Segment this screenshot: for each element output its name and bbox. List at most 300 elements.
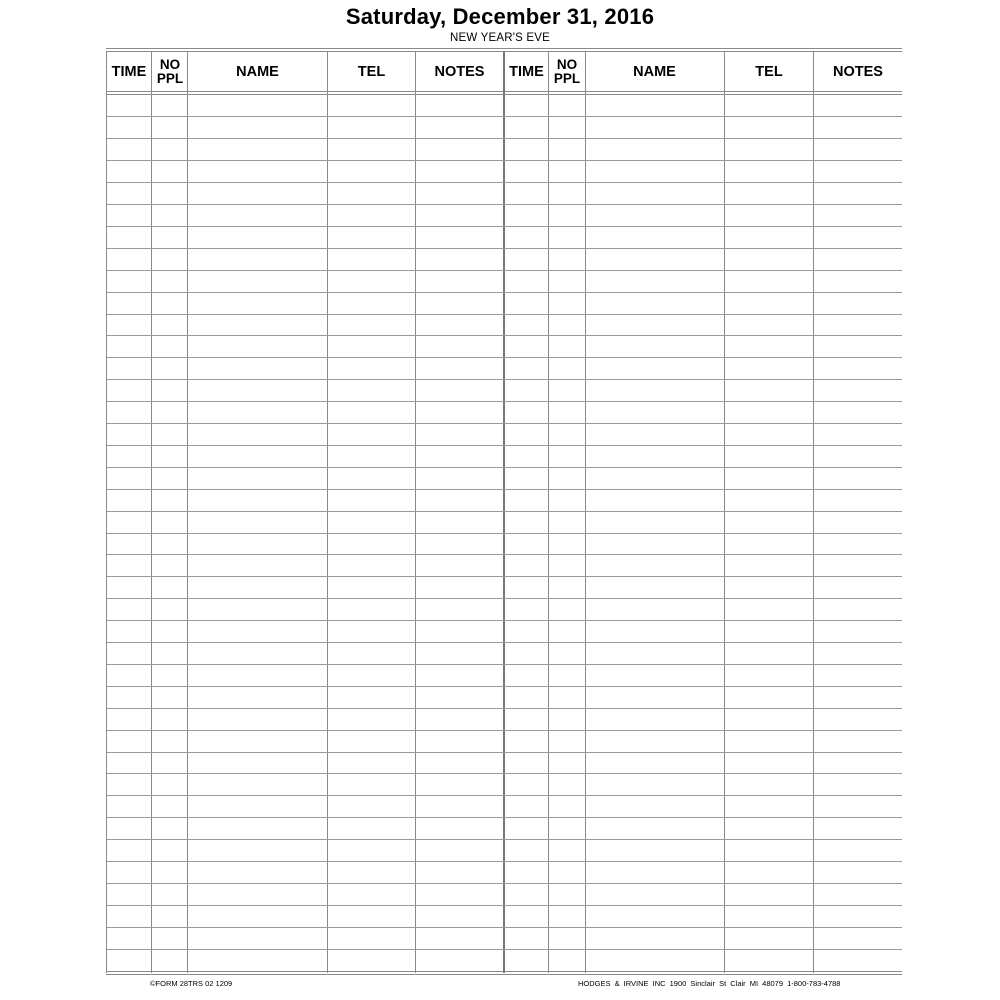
table-cell[interactable] — [814, 511, 902, 533]
table-cell[interactable] — [504, 336, 549, 358]
table-cell[interactable] — [416, 380, 504, 402]
table-cell[interactable] — [504, 949, 549, 971]
table-cell[interactable] — [328, 774, 416, 796]
table-cell[interactable] — [328, 818, 416, 840]
table-cell[interactable] — [328, 205, 416, 227]
table-cell[interactable] — [328, 226, 416, 248]
table-cell[interactable] — [416, 862, 504, 884]
table-cell[interactable] — [725, 358, 814, 380]
table-cell[interactable] — [152, 643, 188, 665]
table-cell[interactable] — [416, 818, 504, 840]
table-cell[interactable] — [585, 248, 725, 270]
table-cell[interactable] — [328, 336, 416, 358]
table-cell[interactable] — [725, 314, 814, 336]
table-cell[interactable] — [504, 752, 549, 774]
table-cell[interactable] — [188, 117, 328, 139]
table-cell[interactable] — [152, 205, 188, 227]
table-cell[interactable] — [814, 424, 902, 446]
table-cell[interactable] — [814, 774, 902, 796]
table-cell[interactable] — [814, 248, 902, 270]
table-cell[interactable] — [188, 927, 328, 949]
table-cell[interactable] — [725, 686, 814, 708]
table-cell[interactable] — [416, 905, 504, 927]
table-cell[interactable] — [188, 840, 328, 862]
table-cell[interactable] — [814, 927, 902, 949]
table-cell[interactable] — [152, 161, 188, 183]
table-cell[interactable] — [107, 467, 152, 489]
table-cell[interactable] — [416, 139, 504, 161]
table-cell[interactable] — [585, 686, 725, 708]
table-cell[interactable] — [328, 117, 416, 139]
table-cell[interactable] — [416, 599, 504, 621]
table-cell[interactable] — [188, 402, 328, 424]
table-cell[interactable] — [549, 905, 585, 927]
table-cell[interactable] — [585, 292, 725, 314]
table-cell[interactable] — [504, 621, 549, 643]
table-cell[interactable] — [152, 577, 188, 599]
table-cell[interactable] — [328, 730, 416, 752]
table-cell[interactable] — [504, 161, 549, 183]
table-cell[interactable] — [814, 796, 902, 818]
table-cell[interactable] — [549, 248, 585, 270]
table-cell[interactable] — [585, 445, 725, 467]
table-cell[interactable] — [107, 643, 152, 665]
table-cell[interactable] — [328, 402, 416, 424]
table-cell[interactable] — [152, 139, 188, 161]
table-cell[interactable] — [328, 621, 416, 643]
table-cell[interactable] — [328, 248, 416, 270]
table-cell[interactable] — [416, 270, 504, 292]
table-cell[interactable] — [328, 358, 416, 380]
table-cell[interactable] — [549, 643, 585, 665]
table-cell[interactable] — [549, 183, 585, 205]
table-cell[interactable] — [504, 708, 549, 730]
table-cell[interactable] — [585, 555, 725, 577]
table-cell[interactable] — [504, 555, 549, 577]
table-cell[interactable] — [504, 445, 549, 467]
table-cell[interactable] — [504, 270, 549, 292]
table-cell[interactable] — [814, 752, 902, 774]
table-cell[interactable] — [725, 927, 814, 949]
table-cell[interactable] — [107, 489, 152, 511]
table-cell[interactable] — [725, 883, 814, 905]
table-cell[interactable] — [725, 643, 814, 665]
table-cell[interactable] — [504, 883, 549, 905]
table-cell[interactable] — [107, 95, 152, 117]
table-cell[interactable] — [152, 927, 188, 949]
table-cell[interactable] — [504, 95, 549, 117]
table-cell[interactable] — [814, 905, 902, 927]
table-cell[interactable] — [549, 445, 585, 467]
table-cell[interactable] — [585, 270, 725, 292]
table-cell[interactable] — [152, 248, 188, 270]
table-cell[interactable] — [152, 621, 188, 643]
table-cell[interactable] — [416, 774, 504, 796]
table-cell[interactable] — [188, 183, 328, 205]
table-cell[interactable] — [504, 686, 549, 708]
table-cell[interactable] — [152, 226, 188, 248]
table-cell[interactable] — [416, 949, 504, 971]
table-cell[interactable] — [725, 380, 814, 402]
table-cell[interactable] — [416, 183, 504, 205]
table-cell[interactable] — [416, 226, 504, 248]
table-cell[interactable] — [107, 205, 152, 227]
table-cell[interactable] — [814, 358, 902, 380]
table-cell[interactable] — [328, 927, 416, 949]
table-cell[interactable] — [188, 664, 328, 686]
table-cell[interactable] — [152, 424, 188, 446]
table-cell[interactable] — [585, 730, 725, 752]
table-cell[interactable] — [188, 489, 328, 511]
table-cell[interactable] — [416, 445, 504, 467]
table-cell[interactable] — [585, 905, 725, 927]
table-cell[interactable] — [188, 445, 328, 467]
table-cell[interactable] — [585, 664, 725, 686]
table-cell[interactable] — [416, 161, 504, 183]
table-cell[interactable] — [585, 161, 725, 183]
table-cell[interactable] — [549, 95, 585, 117]
table-cell[interactable] — [152, 664, 188, 686]
table-cell[interactable] — [188, 949, 328, 971]
table-cell[interactable] — [814, 117, 902, 139]
table-cell[interactable] — [416, 664, 504, 686]
table-cell[interactable] — [549, 380, 585, 402]
table-cell[interactable] — [188, 686, 328, 708]
table-cell[interactable] — [152, 862, 188, 884]
table-cell[interactable] — [152, 314, 188, 336]
table-cell[interactable] — [549, 161, 585, 183]
table-cell[interactable] — [814, 621, 902, 643]
table-cell[interactable] — [549, 292, 585, 314]
table-cell[interactable] — [152, 358, 188, 380]
table-cell[interactable] — [814, 949, 902, 971]
table-cell[interactable] — [416, 467, 504, 489]
table-cell[interactable] — [107, 511, 152, 533]
table-cell[interactable] — [814, 555, 902, 577]
table-cell[interactable] — [188, 708, 328, 730]
table-cell[interactable] — [328, 643, 416, 665]
table-cell[interactable] — [504, 139, 549, 161]
table-cell[interactable] — [416, 358, 504, 380]
table-cell[interactable] — [549, 686, 585, 708]
table-cell[interactable] — [328, 949, 416, 971]
table-cell[interactable] — [107, 730, 152, 752]
table-cell[interactable] — [585, 752, 725, 774]
table-cell[interactable] — [585, 818, 725, 840]
table-cell[interactable] — [416, 424, 504, 446]
table-cell[interactable] — [725, 292, 814, 314]
table-cell[interactable] — [549, 358, 585, 380]
table-cell[interactable] — [188, 270, 328, 292]
table-cell[interactable] — [152, 686, 188, 708]
table-cell[interactable] — [416, 248, 504, 270]
table-cell[interactable] — [504, 314, 549, 336]
table-cell[interactable] — [188, 292, 328, 314]
table-cell[interactable] — [585, 774, 725, 796]
table-cell[interactable] — [152, 380, 188, 402]
table-cell[interactable] — [725, 840, 814, 862]
table-cell[interactable] — [152, 117, 188, 139]
table-cell[interactable] — [585, 139, 725, 161]
table-cell[interactable] — [328, 424, 416, 446]
table-cell[interactable] — [725, 139, 814, 161]
table-cell[interactable] — [107, 292, 152, 314]
table-cell[interactable] — [504, 402, 549, 424]
table-cell[interactable] — [107, 686, 152, 708]
table-cell[interactable] — [814, 314, 902, 336]
table-cell[interactable] — [814, 467, 902, 489]
table-cell[interactable] — [152, 796, 188, 818]
table-cell[interactable] — [107, 314, 152, 336]
table-cell[interactable] — [585, 599, 725, 621]
table-cell[interactable] — [107, 183, 152, 205]
table-cell[interactable] — [152, 905, 188, 927]
table-cell[interactable] — [504, 248, 549, 270]
table-cell[interactable] — [152, 511, 188, 533]
table-cell[interactable] — [504, 643, 549, 665]
table-cell[interactable] — [416, 336, 504, 358]
table-cell[interactable] — [549, 117, 585, 139]
table-cell[interactable] — [152, 95, 188, 117]
table-cell[interactable] — [107, 774, 152, 796]
table-cell[interactable] — [107, 818, 152, 840]
table-cell[interactable] — [725, 336, 814, 358]
table-cell[interactable] — [549, 752, 585, 774]
table-cell[interactable] — [188, 248, 328, 270]
table-cell[interactable] — [152, 555, 188, 577]
table-cell[interactable] — [504, 424, 549, 446]
table-cell[interactable] — [814, 730, 902, 752]
table-cell[interactable] — [188, 752, 328, 774]
table-cell[interactable] — [188, 599, 328, 621]
table-cell[interactable] — [328, 599, 416, 621]
table-cell[interactable] — [814, 533, 902, 555]
table-cell[interactable] — [549, 205, 585, 227]
table-cell[interactable] — [504, 905, 549, 927]
table-cell[interactable] — [152, 599, 188, 621]
table-cell[interactable] — [725, 445, 814, 467]
table-cell[interactable] — [328, 445, 416, 467]
table-cell[interactable] — [328, 95, 416, 117]
table-cell[interactable] — [328, 292, 416, 314]
table-cell[interactable] — [188, 818, 328, 840]
table-cell[interactable] — [549, 336, 585, 358]
table-cell[interactable] — [328, 489, 416, 511]
table-cell[interactable] — [725, 248, 814, 270]
table-cell[interactable] — [152, 949, 188, 971]
table-cell[interactable] — [814, 380, 902, 402]
table-cell[interactable] — [152, 336, 188, 358]
table-cell[interactable] — [549, 489, 585, 511]
table-cell[interactable] — [585, 511, 725, 533]
table-cell[interactable] — [107, 883, 152, 905]
table-cell[interactable] — [107, 752, 152, 774]
table-cell[interactable] — [416, 708, 504, 730]
table-cell[interactable] — [188, 796, 328, 818]
table-cell[interactable] — [152, 818, 188, 840]
table-cell[interactable] — [416, 686, 504, 708]
table-cell[interactable] — [188, 161, 328, 183]
table-cell[interactable] — [328, 664, 416, 686]
table-cell[interactable] — [585, 183, 725, 205]
table-cell[interactable] — [585, 205, 725, 227]
table-cell[interactable] — [107, 599, 152, 621]
table-cell[interactable] — [814, 818, 902, 840]
table-cell[interactable] — [725, 489, 814, 511]
table-cell[interactable] — [188, 380, 328, 402]
table-cell[interactable] — [814, 577, 902, 599]
table-cell[interactable] — [328, 883, 416, 905]
table-cell[interactable] — [416, 555, 504, 577]
table-cell[interactable] — [504, 818, 549, 840]
table-cell[interactable] — [504, 226, 549, 248]
table-cell[interactable] — [504, 467, 549, 489]
table-cell[interactable] — [107, 840, 152, 862]
table-cell[interactable] — [328, 796, 416, 818]
table-cell[interactable] — [416, 489, 504, 511]
table-cell[interactable] — [549, 402, 585, 424]
table-cell[interactable] — [188, 314, 328, 336]
table-cell[interactable] — [725, 183, 814, 205]
table-cell[interactable] — [585, 314, 725, 336]
table-cell[interactable] — [328, 467, 416, 489]
table-cell[interactable] — [585, 927, 725, 949]
table-cell[interactable] — [107, 796, 152, 818]
table-cell[interactable] — [814, 599, 902, 621]
table-cell[interactable] — [814, 226, 902, 248]
table-cell[interactable] — [549, 818, 585, 840]
table-cell[interactable] — [814, 840, 902, 862]
table-cell[interactable] — [328, 139, 416, 161]
table-cell[interactable] — [188, 555, 328, 577]
table-cell[interactable] — [328, 752, 416, 774]
table-cell[interactable] — [549, 796, 585, 818]
table-cell[interactable] — [107, 905, 152, 927]
table-cell[interactable] — [725, 621, 814, 643]
table-cell[interactable] — [188, 621, 328, 643]
table-cell[interactable] — [725, 424, 814, 446]
table-cell[interactable] — [725, 796, 814, 818]
table-cell[interactable] — [504, 183, 549, 205]
table-cell[interactable] — [814, 402, 902, 424]
table-cell[interactable] — [188, 424, 328, 446]
table-cell[interactable] — [814, 139, 902, 161]
table-cell[interactable] — [725, 226, 814, 248]
table-cell[interactable] — [152, 533, 188, 555]
table-cell[interactable] — [328, 314, 416, 336]
table-cell[interactable] — [585, 643, 725, 665]
table-cell[interactable] — [152, 883, 188, 905]
table-cell[interactable] — [549, 840, 585, 862]
table-cell[interactable] — [188, 905, 328, 927]
table-cell[interactable] — [549, 314, 585, 336]
table-cell[interactable] — [725, 95, 814, 117]
table-cell[interactable] — [328, 270, 416, 292]
table-cell[interactable] — [814, 862, 902, 884]
table-cell[interactable] — [504, 796, 549, 818]
table-cell[interactable] — [328, 380, 416, 402]
table-cell[interactable] — [188, 533, 328, 555]
table-cell[interactable] — [416, 533, 504, 555]
table-cell[interactable] — [814, 664, 902, 686]
table-cell[interactable] — [585, 380, 725, 402]
table-cell[interactable] — [107, 117, 152, 139]
table-cell[interactable] — [188, 577, 328, 599]
table-cell[interactable] — [549, 270, 585, 292]
table-cell[interactable] — [152, 752, 188, 774]
table-cell[interactable] — [504, 927, 549, 949]
table-cell[interactable] — [725, 708, 814, 730]
table-cell[interactable] — [814, 489, 902, 511]
table-cell[interactable] — [585, 949, 725, 971]
table-cell[interactable] — [585, 489, 725, 511]
table-cell[interactable] — [549, 949, 585, 971]
table-cell[interactable] — [504, 862, 549, 884]
table-cell[interactable] — [504, 358, 549, 380]
table-cell[interactable] — [585, 336, 725, 358]
table-cell[interactable] — [152, 774, 188, 796]
table-cell[interactable] — [328, 161, 416, 183]
table-cell[interactable] — [549, 927, 585, 949]
table-cell[interactable] — [416, 117, 504, 139]
table-cell[interactable] — [585, 424, 725, 446]
table-cell[interactable] — [725, 533, 814, 555]
table-cell[interactable] — [814, 883, 902, 905]
table-cell[interactable] — [188, 205, 328, 227]
table-cell[interactable] — [585, 402, 725, 424]
table-cell[interactable] — [549, 533, 585, 555]
table-cell[interactable] — [725, 270, 814, 292]
table-cell[interactable] — [188, 730, 328, 752]
table-cell[interactable] — [328, 577, 416, 599]
table-cell[interactable] — [814, 183, 902, 205]
table-cell[interactable] — [107, 358, 152, 380]
table-cell[interactable] — [504, 774, 549, 796]
table-cell[interactable] — [107, 226, 152, 248]
table-cell[interactable] — [504, 577, 549, 599]
table-cell[interactable] — [549, 139, 585, 161]
table-cell[interactable] — [725, 555, 814, 577]
table-cell[interactable] — [814, 292, 902, 314]
table-cell[interactable] — [585, 467, 725, 489]
table-cell[interactable] — [504, 117, 549, 139]
table-cell[interactable] — [107, 533, 152, 555]
table-cell[interactable] — [814, 643, 902, 665]
table-cell[interactable] — [416, 577, 504, 599]
table-cell[interactable] — [328, 555, 416, 577]
table-cell[interactable] — [585, 577, 725, 599]
table-cell[interactable] — [585, 226, 725, 248]
table-cell[interactable] — [152, 730, 188, 752]
table-cell[interactable] — [585, 95, 725, 117]
table-cell[interactable] — [725, 818, 814, 840]
table-cell[interactable] — [504, 533, 549, 555]
table-cell[interactable] — [107, 161, 152, 183]
table-cell[interactable] — [814, 336, 902, 358]
table-cell[interactable] — [188, 358, 328, 380]
table-cell[interactable] — [188, 467, 328, 489]
table-cell[interactable] — [725, 467, 814, 489]
table-cell[interactable] — [416, 511, 504, 533]
table-cell[interactable] — [549, 511, 585, 533]
table-cell[interactable] — [725, 730, 814, 752]
table-cell[interactable] — [549, 862, 585, 884]
table-cell[interactable] — [416, 292, 504, 314]
table-cell[interactable] — [725, 905, 814, 927]
table-cell[interactable] — [107, 621, 152, 643]
table-cell[interactable] — [549, 621, 585, 643]
table-cell[interactable] — [107, 445, 152, 467]
